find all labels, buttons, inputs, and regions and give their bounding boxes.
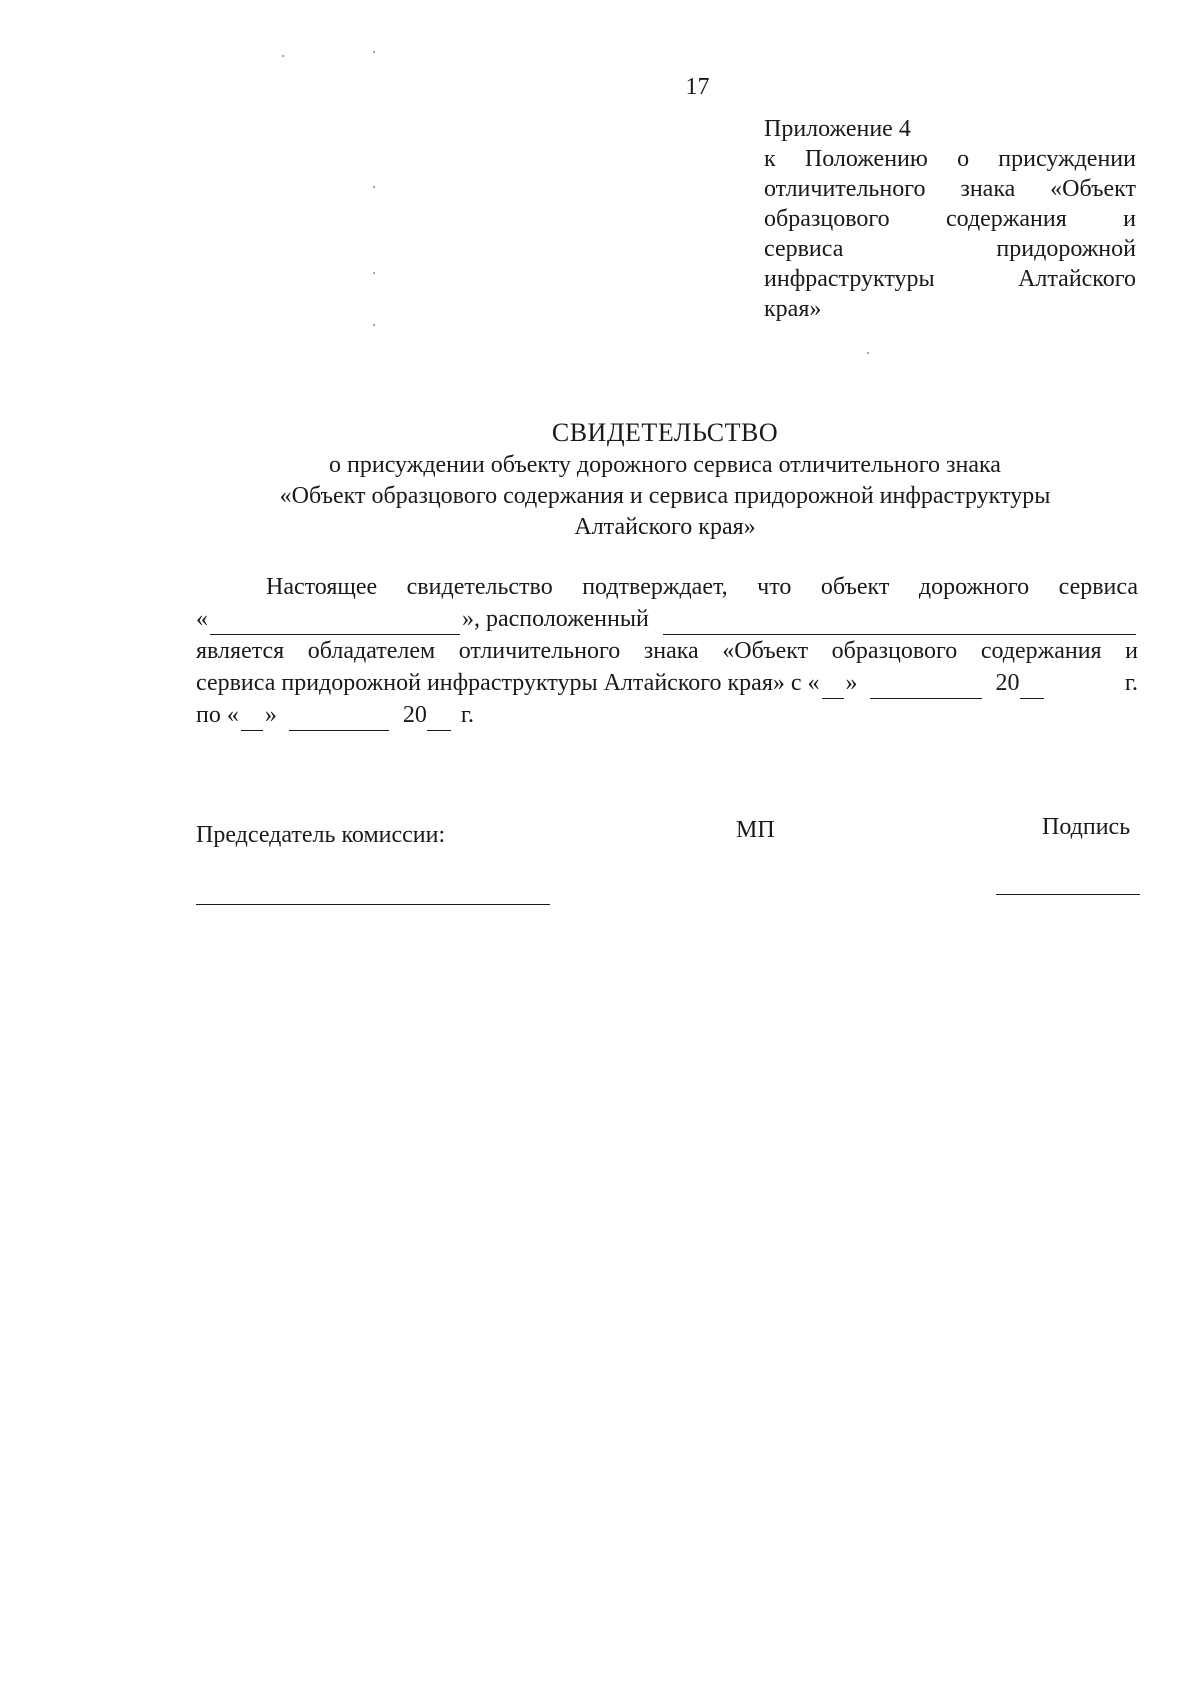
annex-line: образцового содержания и (764, 206, 1136, 232)
annex-line: инфраструктуры Алтайского (764, 266, 1136, 292)
year-suffix: г. (460, 702, 474, 728)
end-year-blank[interactable] (427, 708, 451, 731)
body-line: является обладателем отличительного знака «Объект образцового содержания и (196, 638, 1138, 664)
end-day-blank[interactable] (241, 708, 263, 731)
scan-speck (867, 352, 869, 354)
subtitle-line: «Объект образцового содержания и сервиса придорожной инфраструктуры (279, 483, 1051, 509)
until-label: по « (196, 702, 239, 728)
signature-line[interactable] (996, 894, 1140, 895)
chairman-label: Председатель комиссии: (196, 822, 446, 848)
end-year-prefix: 20 (402, 702, 427, 728)
body-line (196, 699, 1138, 731)
start-year-prefix: 20 (995, 670, 1020, 696)
certificate-body (196, 571, 1138, 731)
page-number: 17 (685, 74, 710, 100)
chairman-signature-line[interactable] (196, 904, 550, 905)
annex-block (764, 114, 1136, 324)
scan-speck (373, 272, 375, 274)
start-day-blank[interactable] (822, 676, 844, 699)
location-blank[interactable] (663, 612, 1136, 635)
quote-close: » (264, 702, 277, 728)
scan-speck (373, 51, 375, 53)
end-month-blank[interactable] (289, 708, 389, 731)
body-text: сервиса придорожной инфраструктуры Алтайского края» с « (196, 670, 820, 696)
annex-line: Приложение 4 (764, 116, 911, 142)
document-title: СВИДЕТЕЛЬСТВО (551, 418, 779, 447)
annex-line: отличительного знака «Объект (764, 176, 1136, 202)
body-line (196, 603, 1138, 635)
scan-speck (373, 186, 375, 188)
year-suffix: г. (1124, 670, 1138, 696)
body-line (196, 667, 1138, 699)
seal-label: МП (736, 817, 775, 843)
start-month-blank[interactable] (870, 676, 982, 699)
quote-open: « (196, 606, 208, 632)
body-line: Настоящее свидетельство подтверждает, что объект дорожного сервиса (266, 574, 1138, 600)
subtitle-line: Алтайского края» (574, 514, 756, 540)
scan-speck (373, 324, 375, 326)
object-name-blank[interactable] (210, 612, 460, 635)
signature-label: Подпись (1042, 814, 1131, 840)
annex-line: края» (764, 296, 822, 322)
scan-speck (282, 55, 284, 57)
located-label: », расположенный (462, 606, 649, 632)
start-year-blank[interactable] (1020, 676, 1044, 699)
annex-line: сервиса придорожной (764, 236, 1136, 262)
subtitle-line: о присуждении объекту дорожного сервиса отличительного знака (329, 452, 1001, 478)
document-subtitle (0, 450, 1200, 543)
quote-close: » (845, 670, 858, 696)
annex-line: к Положению о присуждении (764, 146, 1136, 172)
